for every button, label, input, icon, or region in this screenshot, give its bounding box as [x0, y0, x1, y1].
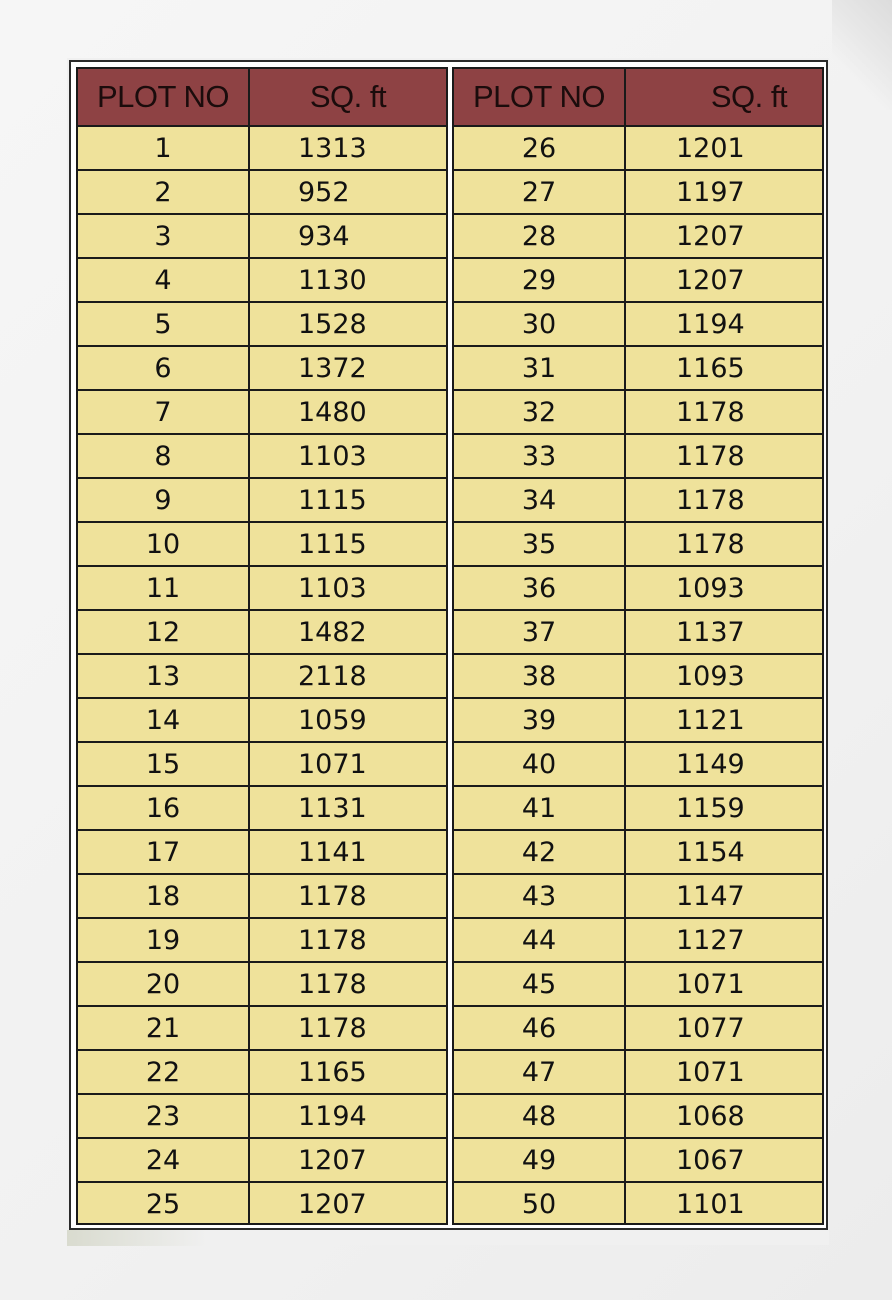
plot-area-sqft: 1194: [676, 308, 745, 340]
plot-area-table: [69, 60, 828, 1230]
plot-area-sqft: 1178: [298, 1012, 367, 1044]
table-row: [454, 1095, 822, 1139]
plot-number: 47: [454, 1051, 626, 1093]
plot-area-sqft: 1207: [676, 264, 745, 296]
plot-number: 42: [454, 831, 626, 873]
table-row: [78, 611, 446, 655]
plot-area-sqft: 1093: [676, 572, 745, 604]
plot-area-sqft: 1059: [298, 704, 367, 736]
plot-number: 45: [454, 963, 626, 1005]
plot-area-sqft: 1178: [298, 880, 367, 912]
table-row: [78, 523, 446, 567]
table-row: [454, 523, 822, 567]
plot-area-sqft: 1159: [676, 792, 745, 824]
plot-number: 40: [454, 743, 626, 785]
plot-area-sqft: 1178: [298, 968, 367, 1000]
table-row: [78, 347, 446, 391]
table-row: [78, 1051, 446, 1095]
table-row: [78, 919, 446, 963]
plot-area-sqft: 1528: [298, 308, 367, 340]
plot-number: 4: [78, 259, 250, 301]
plot-area-sqft: 1115: [298, 528, 367, 560]
plot-number: 9: [78, 479, 250, 521]
plot-number: 1: [78, 127, 250, 169]
plot-number: 32: [454, 391, 626, 433]
plot-area-sqft: 1093: [676, 660, 745, 692]
table-row: [78, 259, 446, 303]
plot-number: 43: [454, 875, 626, 917]
table-row: [78, 127, 446, 171]
plot-number: 10: [78, 523, 250, 565]
table-row: [78, 1183, 446, 1225]
plot-area-sqft: 1127: [676, 924, 745, 956]
plot-number: 29: [454, 259, 626, 301]
header-plot-no: PLOT NO: [454, 69, 626, 125]
plot-number: 50: [454, 1183, 626, 1225]
table-row: [78, 215, 446, 259]
plot-number: 5: [78, 303, 250, 345]
sheet-shadow: [67, 1230, 207, 1246]
table-row: [454, 171, 822, 215]
table-row: [78, 391, 446, 435]
table-row: [78, 831, 446, 875]
plot-number: 37: [454, 611, 626, 653]
table-row: [454, 919, 822, 963]
table-row: [454, 743, 822, 787]
plot-number: 13: [78, 655, 250, 697]
plot-number: 30: [454, 303, 626, 345]
table-row: [454, 655, 822, 699]
plot-area-sqft: 1165: [676, 352, 745, 384]
plot-number: 31: [454, 347, 626, 389]
plot-area-sqft: 1178: [298, 924, 367, 956]
plot-number: 21: [78, 1007, 250, 1049]
plot-area-sqft: 1137: [676, 616, 745, 648]
table-row: [78, 875, 446, 919]
table-body: [454, 127, 822, 1225]
plot-number: 44: [454, 919, 626, 961]
table-row: [78, 1095, 446, 1139]
header-sq-ft: SQ. ft: [309, 79, 387, 114]
table-body: [78, 127, 446, 1225]
table-row: [78, 303, 446, 347]
table-row: [454, 259, 822, 303]
plot-area-sqft: 1201: [676, 132, 745, 164]
plot-number: 35: [454, 523, 626, 565]
table-left-half: [76, 67, 448, 1225]
plot-area-sqft: 1077: [676, 1012, 745, 1044]
plot-number: 41: [454, 787, 626, 829]
plot-number: 28: [454, 215, 626, 257]
table-row: [78, 963, 446, 1007]
plot-number: 26: [454, 127, 626, 169]
plot-area-sqft: 1480: [298, 396, 367, 428]
table-row: [454, 787, 822, 831]
table-row: [78, 787, 446, 831]
table-row: [78, 699, 446, 743]
plot-number: 14: [78, 699, 250, 741]
plot-area-sqft: 1313: [298, 132, 367, 164]
plot-area-sqft: 1178: [676, 396, 745, 428]
table-row: [78, 171, 446, 215]
plot-number: 20: [78, 963, 250, 1005]
table-row: [78, 479, 446, 523]
table-row: [454, 699, 822, 743]
plot-area-sqft: 1071: [676, 1056, 745, 1088]
plot-number: 25: [78, 1183, 250, 1225]
plot-area-sqft: 1149: [676, 748, 745, 780]
plot-area-sqft: 1154: [676, 836, 745, 868]
table-header: [78, 69, 446, 127]
plot-area-sqft: 1101: [676, 1188, 745, 1220]
plot-number: 6: [78, 347, 250, 389]
plot-number: 48: [454, 1095, 626, 1137]
plot-number: 22: [78, 1051, 250, 1093]
plot-number: 19: [78, 919, 250, 961]
plot-area-sqft: 1207: [298, 1188, 367, 1220]
plot-area-sqft: 1115: [298, 484, 367, 516]
plot-number: 2: [78, 171, 250, 213]
plot-number: 18: [78, 875, 250, 917]
table-row: [454, 215, 822, 259]
plot-number: 7: [78, 391, 250, 433]
plot-number: 23: [78, 1095, 250, 1137]
plot-number: 15: [78, 743, 250, 785]
plot-area-sqft: 934: [298, 220, 350, 252]
plot-area-sqft: 952: [298, 176, 350, 208]
plot-area-sqft: 1071: [676, 968, 745, 1000]
table-row: [454, 567, 822, 611]
plot-number: 36: [454, 567, 626, 609]
table-row: [454, 303, 822, 347]
plot-number: 49: [454, 1139, 626, 1181]
plot-area-sqft: 1121: [676, 704, 745, 736]
plot-area-sqft: 1197: [676, 176, 745, 208]
plot-area-sqft: 1178: [676, 440, 745, 472]
header-plot-no: PLOT NO: [78, 69, 250, 125]
plot-area-sqft: 1103: [298, 572, 367, 604]
plot-number: 27: [454, 171, 626, 213]
plot-area-sqft: 1482: [298, 616, 367, 648]
table-row: [454, 435, 822, 479]
plot-number: 24: [78, 1139, 250, 1181]
plot-area-sqft: 2118: [298, 660, 367, 692]
plot-area-sqft: 1207: [298, 1144, 367, 1176]
plot-number: 3: [78, 215, 250, 257]
table-row: [454, 611, 822, 655]
header-sq-ft: SQ. ft: [710, 79, 788, 114]
plot-number: 33: [454, 435, 626, 477]
plot-area-sqft: 1071: [298, 748, 367, 780]
table-row: [78, 655, 446, 699]
table-row: [454, 875, 822, 919]
table-row: [454, 1007, 822, 1051]
table-row: [454, 1051, 822, 1095]
plot-number: 46: [454, 1007, 626, 1049]
plot-number: 17: [78, 831, 250, 873]
plot-area-sqft: 1147: [676, 880, 745, 912]
plot-area-sqft: 1130: [298, 264, 367, 296]
plot-area-sqft: 1372: [298, 352, 367, 384]
table-header: [454, 69, 822, 127]
plot-number: 8: [78, 435, 250, 477]
plot-number: 39: [454, 699, 626, 741]
table-row: [78, 1139, 446, 1183]
plot-number: 11: [78, 567, 250, 609]
plot-number: 34: [454, 479, 626, 521]
table-row: [454, 479, 822, 523]
plot-area-sqft: 1068: [676, 1100, 745, 1132]
plot-area-sqft: 1194: [298, 1100, 367, 1132]
table-row: [78, 435, 446, 479]
table-row: [78, 743, 446, 787]
table-row: [454, 127, 822, 171]
plot-area-sqft: 1207: [676, 220, 745, 252]
table-row: [78, 567, 446, 611]
plot-area-sqft: 1141: [298, 836, 367, 868]
table-right-half: [452, 67, 824, 1225]
plot-area-sqft: 1067: [676, 1144, 745, 1176]
plot-area-sqft: 1131: [298, 792, 367, 824]
page-curl: [832, 0, 892, 110]
plot-number: 38: [454, 655, 626, 697]
plot-number: 12: [78, 611, 250, 653]
plot-area-sqft: 1178: [676, 528, 745, 560]
plot-number: 16: [78, 787, 250, 829]
table-row: [78, 1007, 446, 1051]
table-row: [454, 1183, 822, 1225]
table-row: [454, 1139, 822, 1183]
table-row: [454, 391, 822, 435]
table-row: [454, 831, 822, 875]
table-row: [454, 347, 822, 391]
plot-area-sqft: 1178: [676, 484, 745, 516]
plot-area-sqft: 1103: [298, 440, 367, 472]
plot-area-sqft: 1165: [298, 1056, 367, 1088]
table-row: [454, 963, 822, 1007]
